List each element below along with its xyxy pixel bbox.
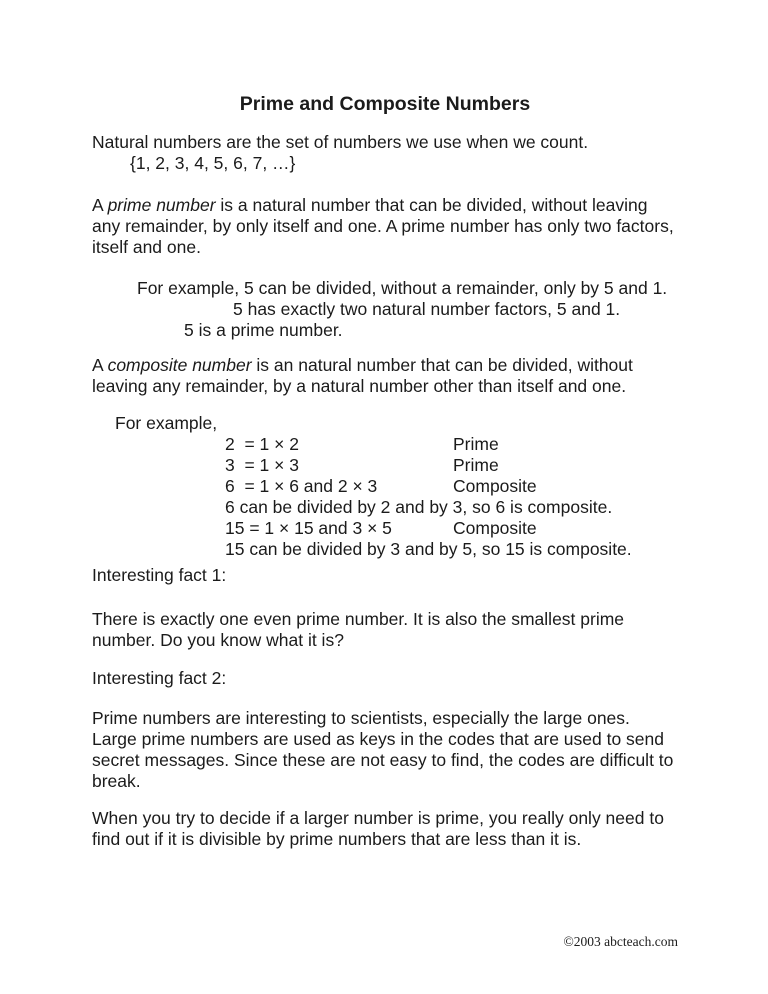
fact1-line2: number. Do you know what it is? — [92, 630, 344, 650]
fact2-line1: Prime numbers are interesting to scientists, especially the large ones. — [92, 708, 630, 728]
classification-label: Prime — [453, 455, 499, 475]
fact2-paragraph — [92, 708, 678, 792]
fact1-paragraph — [92, 609, 678, 651]
composite-example-block — [92, 413, 678, 560]
fact2-line3: secret messages. Since these are not easy to find, the codes are difficult to — [92, 750, 674, 770]
equation-row — [225, 455, 678, 476]
equation-text: 15 can be divided by 3 and by 5, so 15 is composite. — [225, 539, 632, 559]
composite-number-term: composite number — [107, 355, 252, 375]
fact2-heading — [92, 668, 678, 689]
definition-rest: is a natural number that can be divided, without leaving — [215, 195, 648, 215]
classification-label: Composite — [453, 476, 537, 496]
prime-definition-line2: any remainder, by only itself and one. A prime number has only two factors, — [92, 216, 674, 236]
prime-example-line3: 5 is a prime number. — [184, 320, 343, 340]
fact2-heading-text: Interesting fact 2: — [92, 668, 227, 688]
fact1-heading — [92, 565, 678, 586]
page-title: Prime and Composite Numbers — [239, 93, 531, 115]
composite-definition-line2: leaving any remainder, by a natural number other than itself and one. — [92, 376, 627, 396]
composite-example-label: For example, — [115, 413, 218, 433]
intro-line: Natural numbers are the set of numbers we use when we count. — [92, 132, 589, 152]
prime-example-line2: 5 has exactly two natural number factors, 5 and 1. — [233, 299, 621, 319]
equation-list — [225, 434, 678, 560]
closing-paragraph — [92, 808, 678, 850]
equation-row — [225, 434, 678, 455]
equation-row — [225, 518, 678, 539]
copyright-credit: ©2003 abcteach.com — [563, 934, 678, 949]
prime-definition-paragraph — [92, 195, 678, 258]
composite-definition-paragraph — [92, 355, 678, 397]
classification-label: Composite — [453, 518, 537, 538]
prime-definition-line3: itself and one. — [92, 237, 201, 257]
classification-label: Prime — [453, 434, 499, 454]
closing-line2: find out if it is divisible by prime numbers that are less than it is. — [92, 829, 582, 849]
definition-prefix: A — [92, 195, 108, 215]
natural-numbers-set: {1, 2, 3, 4, 5, 6, 7, …} — [130, 153, 296, 173]
definition-prefix: A — [92, 355, 108, 375]
composite-definition-line1 — [92, 355, 678, 376]
fact2-line4: break. — [92, 771, 141, 791]
prime-example-block — [92, 278, 678, 341]
equation-text: 3 = 1 × 3 — [225, 455, 299, 475]
equation-row — [225, 497, 678, 518]
fact1-line1: There is exactly one even prime number. It is also the smallest prime — [92, 609, 625, 629]
intro-paragraph — [92, 132, 678, 174]
fact2-line2: Large prime numbers are used as keys in the codes that are used to send — [92, 729, 664, 749]
equation-text: 15 = 1 × 15 and 3 × 5 — [225, 518, 392, 538]
definition-rest: is an natural number that can be divided, without — [251, 355, 633, 375]
prime-number-term: prime number — [107, 195, 216, 215]
equation-text: 2 = 1 × 2 — [225, 434, 299, 454]
fact1-heading-text: Interesting fact 1: — [92, 565, 227, 585]
prime-example-line1: For example, 5 can be divided, without a remainder, only by 5 and 1. — [137, 278, 668, 298]
equation-text: 6 = 1 × 6 and 2 × 3 — [225, 476, 378, 496]
equation-row — [225, 539, 678, 560]
closing-line1: When you try to decide if a larger number is prime, you really only need to — [92, 808, 664, 828]
equation-row — [225, 476, 678, 497]
prime-definition-line1 — [92, 195, 678, 216]
equation-text: 6 can be divided by 2 and by 3, so 6 is composite. — [225, 497, 613, 517]
